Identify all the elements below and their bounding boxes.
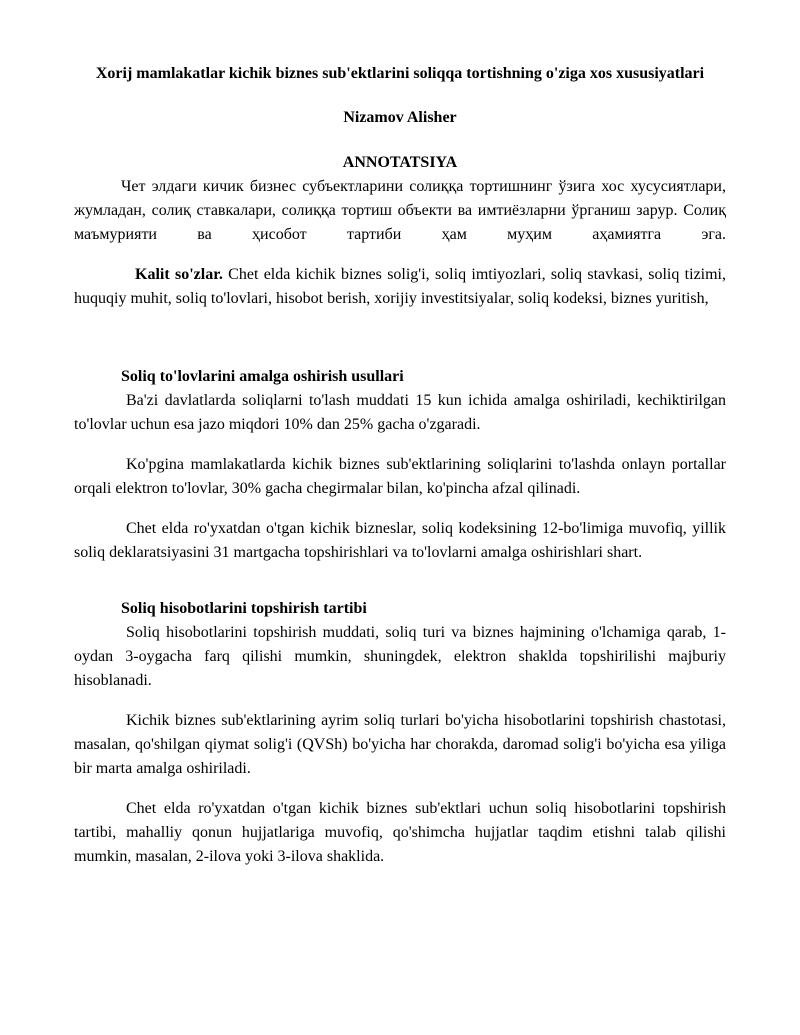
section-paragraph: Soliq hisobotlarini topshirish muddati, soliq turi va biznes hajmining o'lchamiga qarab, 1-oydan 3-oygacha farq qilishi mumkin, shuningdek, elektron shaklda topshirilishi majburiy hisoblanadi. xyxy=(74,624,726,689)
annotation-text: Чет элдаги кичик бизнес субъектларини солиққа тортишнинг ўзига хос хусусиятлари, жумладан, солиқ ставкалари, солиққа тортиш объекти ва имтиёзларни ўрганиш зарур. Солиқ маъмурияти ва ҳисобот тартиби ҳам муҳим аҳамиятга эга. xyxy=(74,178,726,243)
keywords-paragraph xyxy=(74,263,726,311)
document-title: Xorij mamlakatlar kichik biznes sub'ektlarini soliqqa tortishning o'ziga xos xususiyatlari xyxy=(95,65,705,82)
author-name: Nizamov Alisher xyxy=(343,109,457,126)
annotation-heading: ANNOTATSIYA xyxy=(342,154,458,171)
section-paragraph: Chet elda ro'yxatdan o'tgan kichik biznes sub'ektlari uchun soliq hisobotlarini topshirish tartibi, mahalliy qonun hujjatlariga muvofiq, qo'shimcha hujjatlar taqdim etishni talab qilishi mumkin, masalan, 2-ilova yoki 3-ilova shaklida. xyxy=(74,800,726,865)
section-paragraph: Chet elda ro'yxatdan o'tgan kichik bizneslar, soliq kodeksining 12-bo'limiga muvofiq, yillik soliq deklaratsiyasini 31 martgacha topshirishlari va to'lovlarni amalga oshirishlari shart. xyxy=(74,520,726,561)
section-paragraph: Kichik biznes sub'ektlarining ayrim soliq turlari bo'yicha hisobotlarini topshirish chastotasi, masalan, qo'shilgan qiymat solig'i (QVSh) bo'yicha har chorakda, daromad solig'i bo'yicha esa yiliga bir marta amalga oshiriladi. xyxy=(74,712,726,777)
section-paragraph: Ba'zi davlatlarda soliqlarni to'lash muddati 15 kun ichida amalga oshiriladi, kechiktirilgan to'lovlar uchun esa jazo miqdori 10% dan 25% gacha o'zgaradi. xyxy=(74,392,726,433)
section-paragraph: Ko'pgina mamlakatlarda kichik biznes sub'ektlarining soliqlarini to'lashda onlayn portallar orqali elektron to'lovlar, 30% gacha chegirmalar bilan, ko'pincha afzal qilinadi. xyxy=(74,456,726,497)
section-heading-reporting-procedure: Soliq hisobotlarini topshirish tartibi xyxy=(121,600,367,617)
section-heading-payment-methods: Soliq to'lovlarini amalga oshirish usullari xyxy=(121,368,404,385)
keywords-text: Chet elda kichik biznes solig'i, soliq imtiyozlari, soliq stavkasi, soliq tizimi, huquqiy muhit, soliq to'lovlari, hisobot berish, xorijiy investitsiyalar, soliq kodeksi, biznes yuritish, xyxy=(74,266,727,307)
document-page xyxy=(74,62,726,885)
keywords-label: Kalit so'zlar. xyxy=(135,266,223,283)
